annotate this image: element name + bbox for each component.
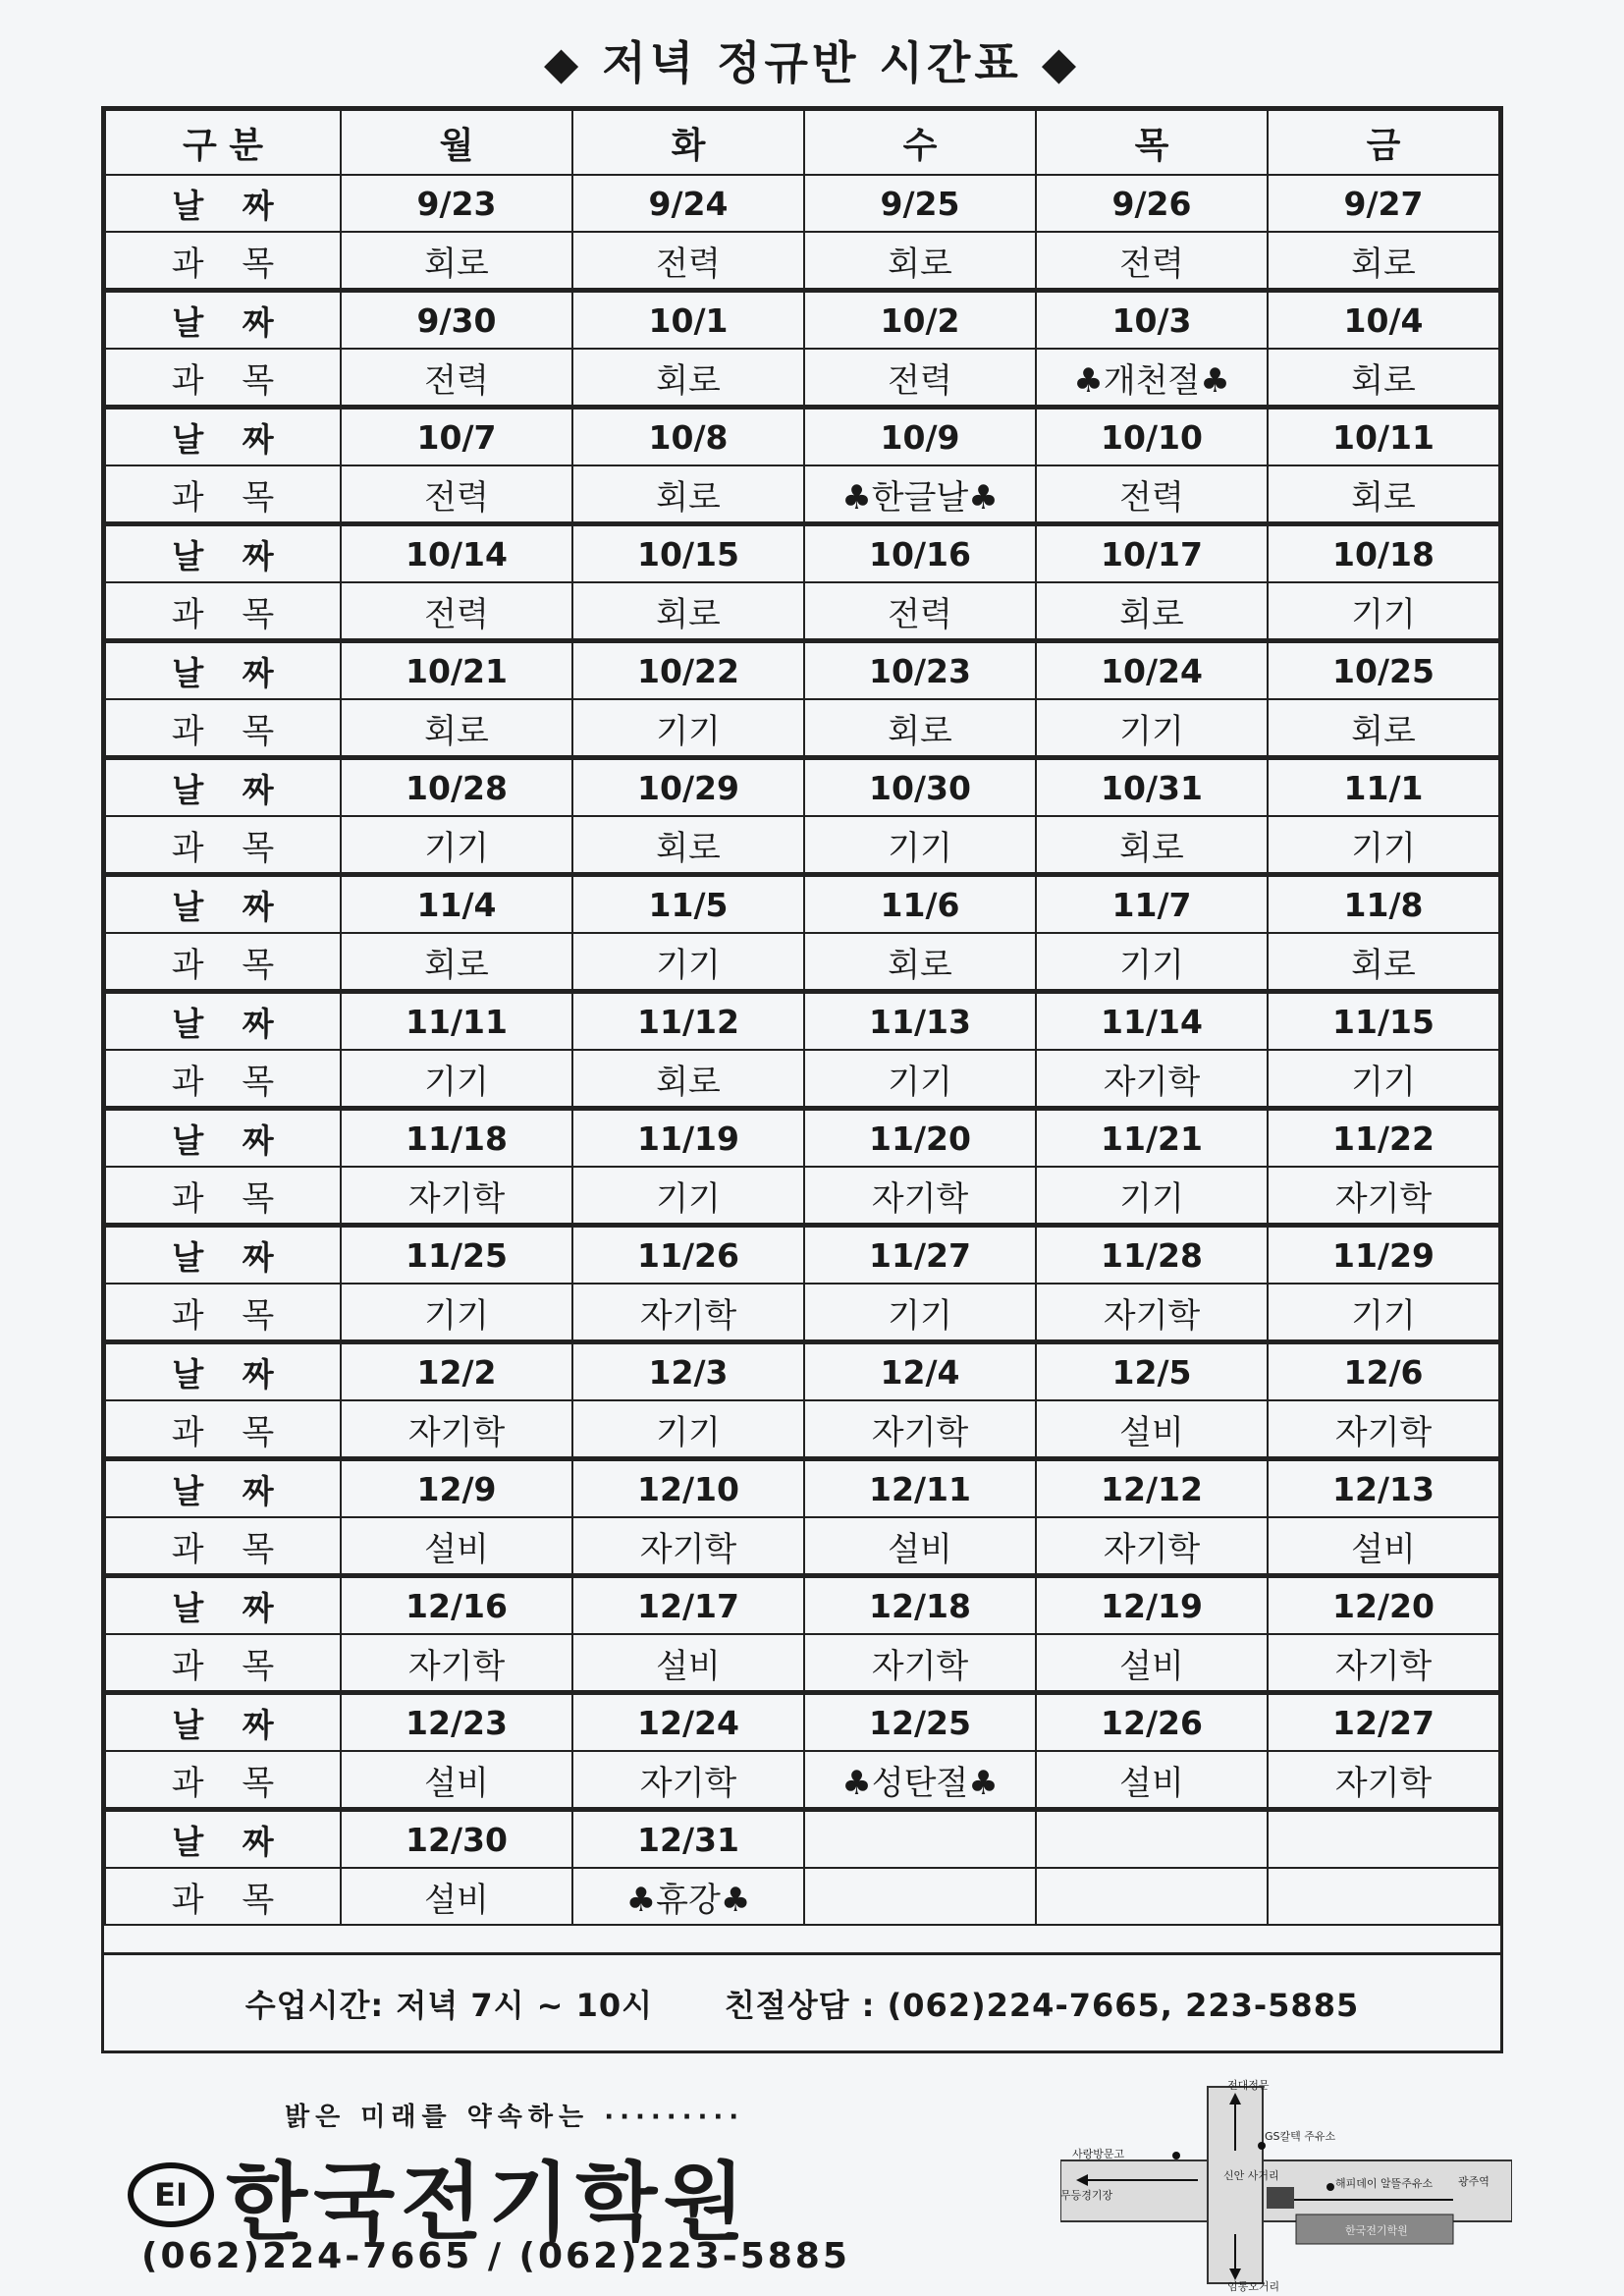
- date-cell-tue: 11/26: [572, 1226, 804, 1285]
- subject-label: 과 목: [105, 582, 341, 641]
- date-cell-wed: 10/9: [804, 408, 1036, 466]
- subject-cell-fri: 자기학: [1268, 1634, 1499, 1693]
- subject-label: 과 목: [105, 933, 341, 992]
- subject-cell-mon: 설비: [341, 1517, 572, 1576]
- date-cell-thu: 11/28: [1036, 1226, 1268, 1285]
- date-cell-mon: 12/9: [341, 1459, 572, 1518]
- subject-cell-wed: 전력: [804, 582, 1036, 641]
- subject-cell-wed: 기기: [804, 1050, 1036, 1109]
- subject-cell-thu: 자기학: [1036, 1284, 1268, 1342]
- date-cell-wed: 10/2: [804, 291, 1036, 350]
- date-label: 날 짜: [105, 875, 341, 934]
- date-cell-wed: 11/6: [804, 875, 1036, 934]
- date-cell-wed: 10/23: [804, 641, 1036, 700]
- header-row: [105, 110, 1499, 175]
- subject-label: 과 목: [105, 1167, 341, 1226]
- date-label: 날 짜: [105, 408, 341, 466]
- subject-cell-thu: 설비: [1036, 1751, 1268, 1810]
- date-cell-tue: 10/1: [572, 291, 804, 350]
- map-roads-icon: [1060, 2077, 1512, 2293]
- date-cell-tue: 12/3: [572, 1342, 804, 1401]
- map-label-academy: 한국전기학원: [1345, 2224, 1408, 2237]
- subject-cell-mon: 전력: [341, 349, 572, 408]
- subject-cell-fri: 자기학: [1268, 1167, 1499, 1226]
- subject-label: 과 목: [105, 1517, 341, 1576]
- subject-cell-wed: ♣한글날♣: [804, 465, 1036, 524]
- class-hours: 수업시간: 저녁 7시 ~ 10시: [244, 1986, 654, 2024]
- subject-row: [105, 1167, 1499, 1226]
- date-cell-mon: 12/2: [341, 1342, 572, 1401]
- date-cell-fri: 12/13: [1268, 1459, 1499, 1518]
- date-label: 날 짜: [105, 175, 341, 232]
- subject-row: [105, 933, 1499, 992]
- subject-label: 과 목: [105, 816, 341, 875]
- subject-cell-tue: 회로: [572, 816, 804, 875]
- schedule-body: [105, 175, 1499, 1925]
- date-cell-tue: 12/17: [572, 1576, 804, 1635]
- subject-cell-fri: 자기학: [1268, 1751, 1499, 1810]
- date-cell-tue: 12/10: [572, 1459, 804, 1518]
- date-row: [105, 1576, 1499, 1635]
- date-cell-mon: 11/25: [341, 1226, 572, 1285]
- subject-cell-tue: 자기학: [572, 1517, 804, 1576]
- subject-row: [105, 1868, 1499, 1925]
- date-label: 날 짜: [105, 291, 341, 350]
- subject-cell-mon: 설비: [341, 1751, 572, 1810]
- subject-cell-thu: ♣개천절♣: [1036, 349, 1268, 408]
- date-cell-wed: 12/18: [804, 1576, 1036, 1635]
- date-row: [105, 1342, 1499, 1401]
- subject-row: [105, 349, 1499, 408]
- schedule-sheet: [101, 106, 1503, 2053]
- date-row: [105, 1459, 1499, 1518]
- date-label: 날 짜: [105, 641, 341, 700]
- subject-label: 과 목: [105, 1400, 341, 1459]
- date-row: [105, 1109, 1499, 1168]
- subject-cell-fri: [1268, 1868, 1499, 1925]
- date-cell-mon: 12/16: [341, 1576, 572, 1635]
- date-cell-mon: 11/4: [341, 875, 572, 934]
- subject-cell-thu: 기기: [1036, 699, 1268, 758]
- subject-cell-tue: 기기: [572, 699, 804, 758]
- subject-cell-thu: 자기학: [1036, 1050, 1268, 1109]
- subject-label: 과 목: [105, 1868, 341, 1925]
- map-label-bookstore: 사랑방문고: [1072, 2148, 1125, 2160]
- date-row: [105, 524, 1499, 583]
- map-label-gs: GS칼텍 주유소: [1265, 2130, 1336, 2143]
- date-cell-mon: 9/23: [341, 175, 572, 232]
- subject-cell-tue: 회로: [572, 582, 804, 641]
- date-cell-wed: 12/25: [804, 1693, 1036, 1752]
- class-info: [104, 1952, 1500, 2050]
- subject-cell-fri: 기기: [1268, 1284, 1499, 1342]
- date-cell-thu: 11/21: [1036, 1109, 1268, 1168]
- date-label: 날 짜: [105, 524, 341, 583]
- subject-label: 과 목: [105, 1634, 341, 1693]
- subject-cell-mon: 자기학: [341, 1167, 572, 1226]
- subject-cell-tue: 자기학: [572, 1751, 804, 1810]
- subject-label: 과 목: [105, 232, 341, 291]
- date-row: [105, 1810, 1499, 1869]
- subject-cell-tue: 회로: [572, 349, 804, 408]
- date-cell-tue: 10/22: [572, 641, 804, 700]
- date-cell-fri: 10/11: [1268, 408, 1499, 466]
- date-cell-tue: 10/29: [572, 758, 804, 817]
- subject-cell-tue: 회로: [572, 1050, 804, 1109]
- date-cell-wed: 11/27: [804, 1226, 1036, 1285]
- date-cell-thu: 12/26: [1036, 1693, 1268, 1752]
- date-cell-thu: 9/26: [1036, 175, 1268, 232]
- date-cell-tue: 12/24: [572, 1693, 804, 1752]
- subject-cell-tue: 설비: [572, 1634, 804, 1693]
- date-cell-mon: 11/11: [341, 992, 572, 1051]
- subject-row: [105, 1634, 1499, 1693]
- subject-cell-mon: 기기: [341, 1284, 572, 1342]
- subject-cell-wed: 회로: [804, 933, 1036, 992]
- header-mon: 월: [341, 110, 572, 175]
- subject-cell-mon: 회로: [341, 933, 572, 992]
- subject-cell-fri: 회로: [1268, 699, 1499, 758]
- date-cell-mon: 10/21: [341, 641, 572, 700]
- date-cell-mon: 12/30: [341, 1810, 572, 1869]
- subject-cell-thu: 전력: [1036, 232, 1268, 291]
- subject-cell-fri: 기기: [1268, 1050, 1499, 1109]
- date-row: [105, 992, 1499, 1051]
- map-label-happyday: 해피데이 알뜰주유소: [1335, 2177, 1434, 2190]
- date-cell-thu: [1036, 1810, 1268, 1869]
- date-cell-wed: 10/16: [804, 524, 1036, 583]
- date-cell-fri: 11/8: [1268, 875, 1499, 934]
- subject-cell-tue: ♣휴강♣: [572, 1868, 804, 1925]
- subject-cell-fri: 기기: [1268, 816, 1499, 875]
- subject-cell-mon: 전력: [341, 465, 572, 524]
- map-label-station: 광주역: [1458, 2175, 1489, 2188]
- subject-cell-wed: 회로: [804, 699, 1036, 758]
- subject-row: [105, 232, 1499, 291]
- date-cell-mon: 11/18: [341, 1109, 572, 1168]
- subject-row: [105, 816, 1499, 875]
- date-row: [105, 758, 1499, 817]
- subject-cell-fri: 회로: [1268, 933, 1499, 992]
- date-label: 날 짜: [105, 758, 341, 817]
- map-label-intersection: 신안 사거리: [1223, 2169, 1279, 2182]
- date-cell-wed: [804, 1810, 1036, 1869]
- date-cell-tue: 10/8: [572, 408, 804, 466]
- date-row: [105, 175, 1499, 232]
- date-label: 날 짜: [105, 1693, 341, 1752]
- subject-cell-mon: 회로: [341, 699, 572, 758]
- subject-cell-mon: 자기학: [341, 1400, 572, 1459]
- location-map: [1060, 2077, 1512, 2293]
- date-cell-thu: 10/3: [1036, 291, 1268, 350]
- subject-cell-tue: 기기: [572, 1167, 804, 1226]
- map-label-gate: 전대정문: [1227, 2079, 1270, 2092]
- date-label: 날 짜: [105, 1342, 341, 1401]
- date-row: [105, 1693, 1499, 1752]
- date-row: [105, 1226, 1499, 1285]
- date-row: [105, 641, 1499, 700]
- date-cell-tue: 11/5: [572, 875, 804, 934]
- date-cell-mon: 10/7: [341, 408, 572, 466]
- date-cell-mon: 10/28: [341, 758, 572, 817]
- subject-cell-wed: 회로: [804, 232, 1036, 291]
- subject-cell-mon: 기기: [341, 816, 572, 875]
- date-label: 날 짜: [105, 992, 341, 1051]
- subject-cell-thu: 회로: [1036, 582, 1268, 641]
- map-label-imdong: 임동오거리: [1227, 2280, 1280, 2293]
- subject-cell-wed: [804, 1868, 1036, 1925]
- academy-name: 한국전기학원: [226, 2154, 751, 2252]
- subject-label: 과 목: [105, 1284, 341, 1342]
- subject-cell-thu: 설비: [1036, 1400, 1268, 1459]
- subject-cell-wed: 기기: [804, 1284, 1036, 1342]
- subject-cell-mon: 기기: [341, 1050, 572, 1109]
- subject-cell-tue: 자기학: [572, 1284, 804, 1342]
- subject-cell-tue: 기기: [572, 1400, 804, 1459]
- header-wed: 수: [804, 110, 1036, 175]
- subject-cell-wed: 기기: [804, 816, 1036, 875]
- date-label: 날 짜: [105, 1109, 341, 1168]
- subject-cell-fri: 회로: [1268, 465, 1499, 524]
- subject-cell-fri: 회로: [1268, 349, 1499, 408]
- date-row: [105, 875, 1499, 934]
- subject-row: [105, 1050, 1499, 1109]
- date-cell-fri: 11/29: [1268, 1226, 1499, 1285]
- subject-cell-wed: 자기학: [804, 1634, 1036, 1693]
- subject-row: [105, 582, 1499, 641]
- date-cell-wed: 9/25: [804, 175, 1036, 232]
- date-cell-fri: 11/22: [1268, 1109, 1499, 1168]
- subject-row: [105, 1400, 1499, 1459]
- tagline: 밝은 미래를 약속하는 ·········: [285, 2103, 745, 2132]
- subject-row: [105, 465, 1499, 524]
- map-label-stadium: 무등경기장: [1060, 2189, 1113, 2202]
- date-cell-tue: 9/24: [572, 175, 804, 232]
- subject-row: [105, 1751, 1499, 1810]
- subject-cell-mon: 설비: [341, 1868, 572, 1925]
- subject-cell-wed: 설비: [804, 1517, 1036, 1576]
- logo-icon: EI: [128, 2162, 214, 2227]
- date-cell-wed: 10/30: [804, 758, 1036, 817]
- date-label: 날 짜: [105, 1459, 341, 1518]
- date-cell-fri: 12/27: [1268, 1693, 1499, 1752]
- date-cell-fri: 11/1: [1268, 758, 1499, 817]
- subject-label: 과 목: [105, 465, 341, 524]
- date-cell-fri: 10/25: [1268, 641, 1499, 700]
- date-cell-mon: 10/14: [341, 524, 572, 583]
- academy-brand: [128, 2097, 1011, 2293]
- subject-cell-thu: [1036, 1868, 1268, 1925]
- header-category: 구 분: [105, 110, 341, 175]
- subject-cell-mon: 전력: [341, 582, 572, 641]
- date-cell-thu: 12/12: [1036, 1459, 1268, 1518]
- subject-cell-thu: 기기: [1036, 933, 1268, 992]
- page-title: ◆ 저녁 정규반 시간표 ◆: [543, 36, 1081, 89]
- subject-cell-tue: 전력: [572, 232, 804, 291]
- date-cell-thu: 10/10: [1036, 408, 1268, 466]
- date-cell-fri: 10/4: [1268, 291, 1499, 350]
- date-row: [105, 291, 1499, 350]
- subject-label: 과 목: [105, 1751, 341, 1810]
- date-cell-wed: 12/4: [804, 1342, 1036, 1401]
- date-row: [105, 408, 1499, 466]
- date-label: 날 짜: [105, 1810, 341, 1869]
- subject-cell-fri: 자기학: [1268, 1400, 1499, 1459]
- date-cell-wed: 11/20: [804, 1109, 1036, 1168]
- header-thu: 목: [1036, 110, 1268, 175]
- subject-row: [105, 699, 1499, 758]
- subject-cell-wed: 전력: [804, 349, 1036, 408]
- date-cell-fri: 10/18: [1268, 524, 1499, 583]
- date-cell-fri: [1268, 1810, 1499, 1869]
- date-cell-tue: 12/31: [572, 1810, 804, 1869]
- subject-cell-wed: 자기학: [804, 1167, 1036, 1226]
- date-cell-thu: 10/31: [1036, 758, 1268, 817]
- date-cell-fri: 12/6: [1268, 1342, 1499, 1401]
- subject-cell-tue: 기기: [572, 933, 804, 992]
- subject-cell-wed: ♣성탄절♣: [804, 1751, 1036, 1810]
- date-cell-tue: 11/12: [572, 992, 804, 1051]
- subject-cell-thu: 자기학: [1036, 1517, 1268, 1576]
- date-cell-mon: 12/23: [341, 1693, 572, 1752]
- subject-label: 과 목: [105, 699, 341, 758]
- subject-cell-mon: 자기학: [341, 1634, 572, 1693]
- date-cell-wed: 11/13: [804, 992, 1036, 1051]
- subject-row: [105, 1284, 1499, 1342]
- date-label: 날 짜: [105, 1576, 341, 1635]
- date-cell-thu: 11/14: [1036, 992, 1268, 1051]
- date-cell-thu: 10/17: [1036, 524, 1268, 583]
- subject-cell-tue: 회로: [572, 465, 804, 524]
- subject-row: [105, 1517, 1499, 1576]
- subject-label: 과 목: [105, 349, 341, 408]
- subject-cell-fri: 회로: [1268, 232, 1499, 291]
- subject-cell-fri: 설비: [1268, 1517, 1499, 1576]
- date-cell-thu: 12/5: [1036, 1342, 1268, 1401]
- date-cell-thu: 11/7: [1036, 875, 1268, 934]
- subject-cell-mon: 회로: [341, 232, 572, 291]
- subject-cell-thu: 전력: [1036, 465, 1268, 524]
- subject-cell-thu: 기기: [1036, 1167, 1268, 1226]
- date-cell-wed: 12/11: [804, 1459, 1036, 1518]
- schedule-table: [104, 109, 1500, 1926]
- subject-cell-thu: 설비: [1036, 1634, 1268, 1693]
- subject-cell-wed: 자기학: [804, 1400, 1036, 1459]
- date-cell-thu: 12/19: [1036, 1576, 1268, 1635]
- date-cell-tue: 11/19: [572, 1109, 804, 1168]
- date-cell-tue: 10/15: [572, 524, 804, 583]
- subject-cell-fri: 기기: [1268, 582, 1499, 641]
- date-cell-fri: 12/20: [1268, 1576, 1499, 1635]
- date-cell-fri: 9/27: [1268, 175, 1499, 232]
- date-label: 날 짜: [105, 1226, 341, 1285]
- header-tue: 화: [572, 110, 804, 175]
- date-cell-mon: 9/30: [341, 291, 572, 350]
- date-cell-thu: 10/24: [1036, 641, 1268, 700]
- subject-cell-thu: 회로: [1036, 816, 1268, 875]
- subject-label: 과 목: [105, 1050, 341, 1109]
- header-fri: 금: [1268, 110, 1499, 175]
- academy-phones: (062)224-7665 / (062)223-5885: [141, 2236, 850, 2276]
- consult-phone: 친절상담 : (062)224-7665, 223-5885: [724, 1986, 1360, 2024]
- date-cell-fri: 11/15: [1268, 992, 1499, 1051]
